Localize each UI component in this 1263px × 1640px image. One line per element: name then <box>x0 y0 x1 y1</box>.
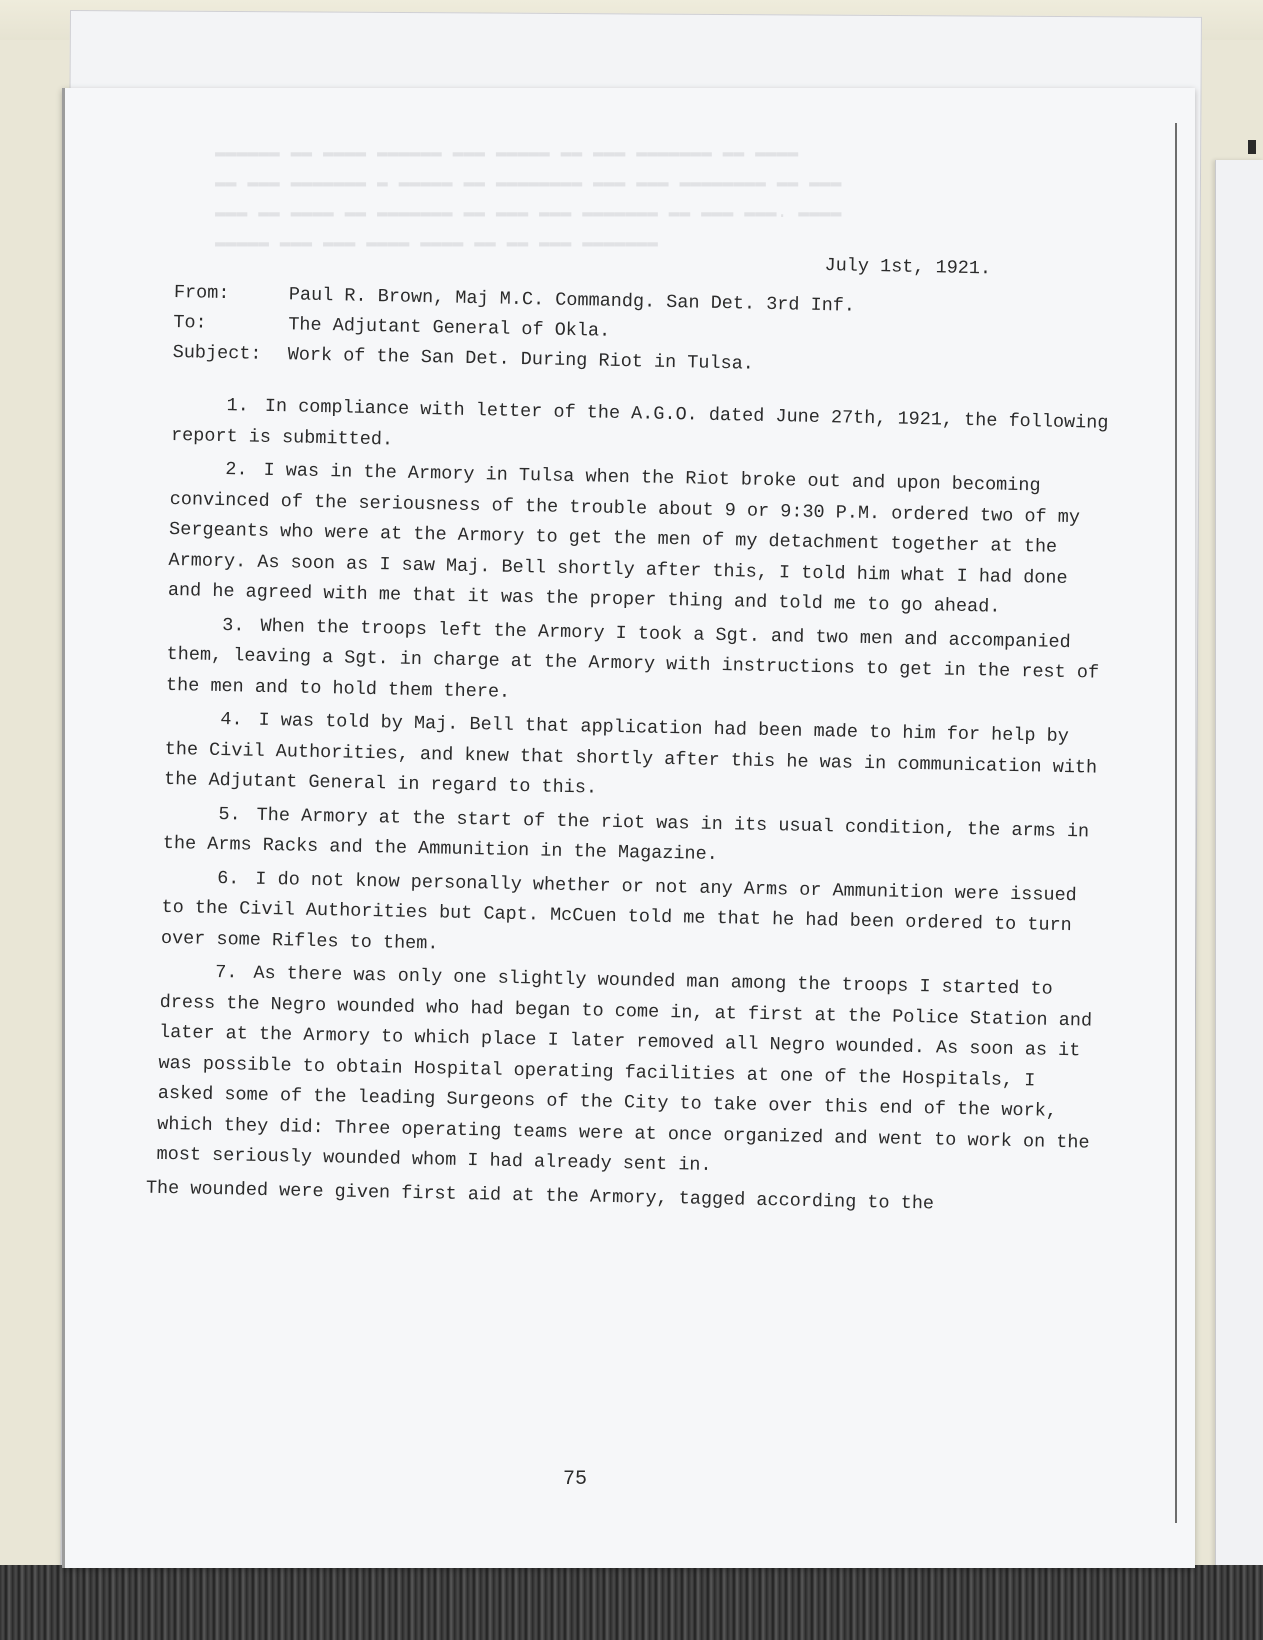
page-fold-edge <box>1175 123 1177 1523</box>
paragraph-number: 6. <box>216 867 240 889</box>
header-label: Subject: <box>172 341 262 365</box>
header-value: Work of the San Det. During Riot in Tulsa. <box>287 344 755 375</box>
paragraph-2 <box>168 454 1111 625</box>
paragraph-number: 2. <box>225 459 248 481</box>
closing-line: The wounded were given first aid at the Armory, tagged according to the <box>145 1177 935 1214</box>
paragraph-text: In compliance with letter of the A.G.O. dated June 27th, 1921, the following report is submitted. <box>170 395 1109 450</box>
paragraph-text: The Armory at the start of the riot was in its usual condition, the arms in the Arms Racks and the Ammunition in the Magazine. <box>162 804 1090 866</box>
paragraph-text: I was told by Maj. Bell that application had been made to him for help by the Civil Authorities, and knew that shortly after this he was in communication with the Adjutant General in regard to this. <box>163 709 1098 799</box>
letter-body <box>145 238 1115 1226</box>
paragraph-3 <box>166 609 1108 719</box>
letter-date: July 1st, 1921. <box>824 255 992 280</box>
paragraph-number: 5. <box>218 803 241 825</box>
page-number: 75 <box>563 1468 588 1491</box>
paragraph-number: 3. <box>222 614 245 636</box>
paragraph-text: I was in the Armory in Tulsa when the Riot broke out and upon becoming convinced of the seriousness of the trouble about 9 or 9:30 P.M. ordered two of my Sergeants who were at the Armory to get the men of my detachment together at the Armory. As soon as I saw Maj. Bell shortly after this, I told him what I had done and he agreed with me that it was the proper thing and told me to go ahead. <box>167 459 1081 618</box>
paragraph-text: As there was only one slightly wounded man among the troops I started to dress the Negro wounded who had began to come in, at first at the Police Station and later at the Armory to which place I later removed all Negro wounded. As soon as it was possible to obtain Hospital operating facilities at one of the Hospitals, I asked some of the leading Surgeons of the City to take over this end of the work, which they did: Three operating teams were at once organized and went to work on the most seriously wounded whom I had already sent in. <box>156 962 1093 1176</box>
header-label: From: <box>173 281 230 305</box>
bleed-through-text: ▬▬▬▬▬▬ ▬▬ ▬▬▬▬ ▬▬▬▬▬▬ ▬▬▬ ▬▬▬▬▬ ▬▬ ▬▬▬ ▬▬▬▬▬▬▬ ▬▬ ▬▬▬▬ ▬▬ ▬▬▬ ▬▬▬▬▬▬▬ ▬ ▬▬▬▬▬ ▬▬ ▬▬▬▬▬▬▬▬ ▬▬▬ ▬▬▬ ▬▬▬▬▬▬▬▬ ▬▬ ▬▬▬ ▬▬▬ ▬▬ ▬▬▬▬ ▬▬ ▬▬▬▬▬▬▬ ▬▬ ▬▬▬ ▬▬▬ ▬▬▬▬▬▬▬ ▬▬ ▬▬▬ ▬▬▬. ▬▬▬▬ ▬▬▬▬▬ ▬▬▬ ▬▬▬ ▬▬▬▬ ▬▬▬▬ ▬▬ ▬▬ ▬▬▬ ▬▬▬▬▬▬▬ <box>215 143 842 253</box>
paragraph-number: 7. <box>215 961 238 984</box>
document-page <box>62 88 1195 1568</box>
numbered-paragraphs <box>145 390 1112 1223</box>
paragraph-number: 4. <box>220 709 243 731</box>
paragraph-number: 1. <box>226 395 250 417</box>
paragraph-4 <box>164 704 1106 814</box>
header-value: The Adjutant General of Okla. <box>288 314 611 342</box>
paragraph-7 <box>156 957 1100 1189</box>
paragraph-6 <box>161 862 1103 972</box>
paragraph-text: When the troops left the Armory I took a Sgt. and two men and accompanied them, leaving a Sgt. in charge at the Armory with instructions to get in the rest of the men and to hold them there. <box>165 615 1100 703</box>
header-value: Paul R. Brown, Maj M.C. Commandg. San Det. 3rd Inf. <box>288 284 856 317</box>
paragraph-text: I do not know personally whether or not any Arms or Ammunition were issued to the Civil Authorities but Capt. McCuen told me that he had been ordered to turn over some Rifles to them. <box>160 868 1077 954</box>
adjacent-sheet <box>1215 160 1263 1580</box>
sheet-mark <box>1248 140 1256 154</box>
bottom-shadow-strip <box>0 1565 1263 1640</box>
header-label: To: <box>173 311 207 334</box>
